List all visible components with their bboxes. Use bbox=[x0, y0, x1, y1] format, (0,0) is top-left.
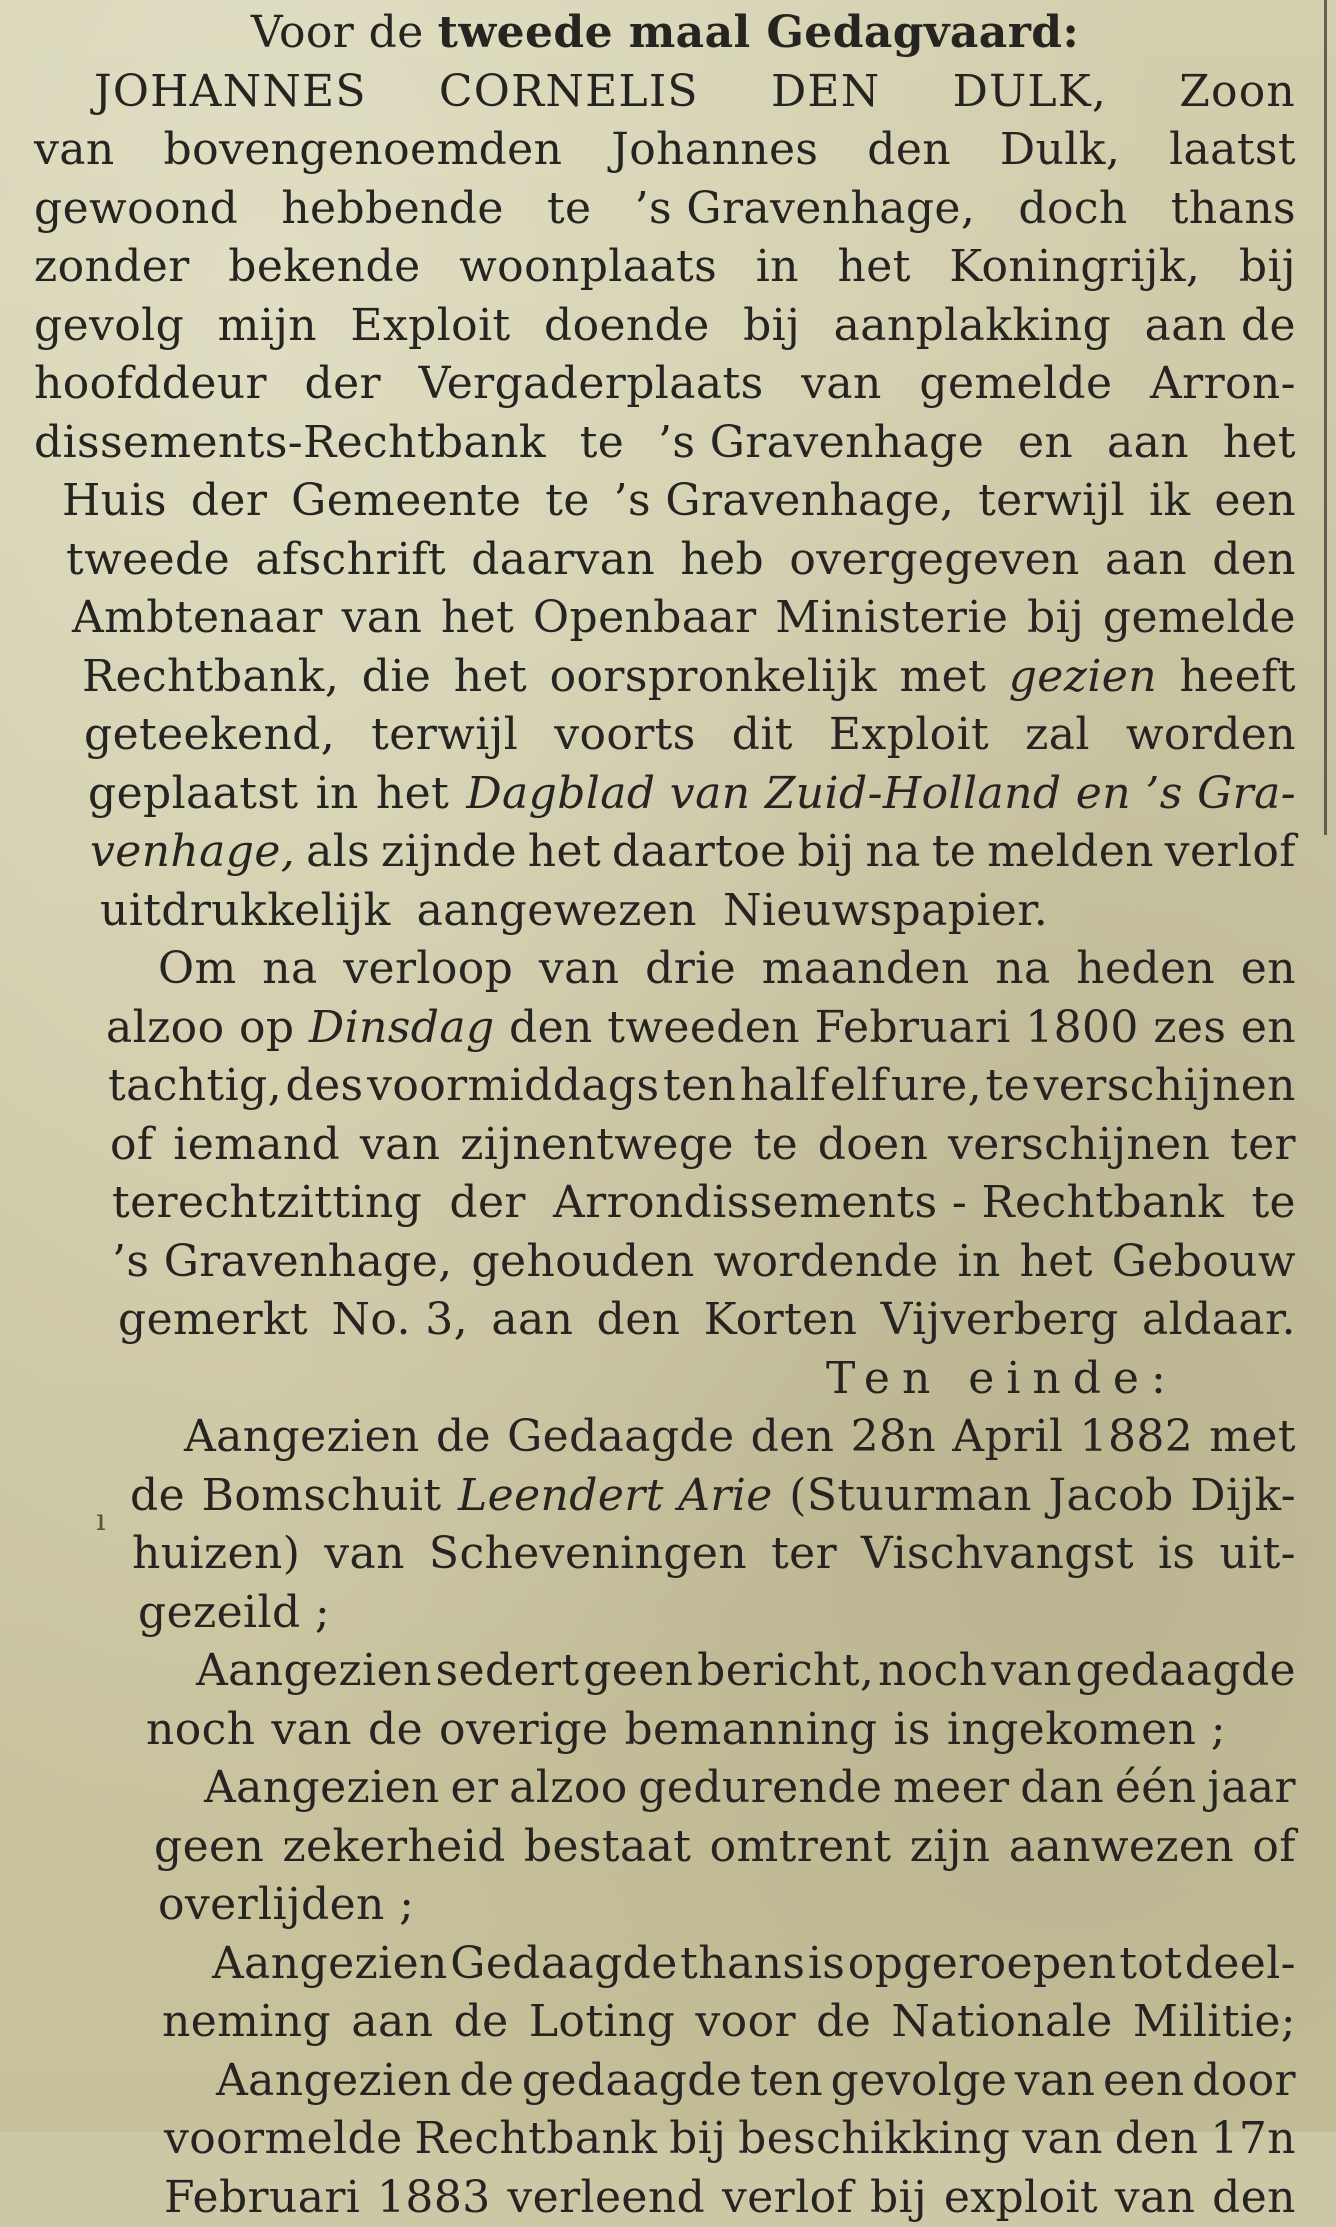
word: in bbox=[316, 765, 359, 824]
word: bij bbox=[1239, 238, 1296, 297]
word: aan bbox=[1105, 531, 1187, 590]
word: den bbox=[1212, 531, 1296, 590]
word: huizen) bbox=[132, 1525, 300, 1584]
word: Arron- bbox=[1150, 355, 1296, 414]
text-line bbox=[34, 1467, 1296, 1526]
word: van bbox=[271, 1701, 352, 1760]
word: Loting bbox=[529, 1993, 675, 2052]
word: hebbende bbox=[281, 180, 504, 239]
word: deel- bbox=[1185, 1935, 1296, 1994]
word: iemand bbox=[173, 1116, 340, 1175]
text-line bbox=[34, 355, 1296, 414]
word: met bbox=[900, 648, 987, 707]
word: terwijl bbox=[978, 472, 1125, 531]
italic-word: venhage, bbox=[90, 823, 295, 882]
word: laatst bbox=[1169, 121, 1296, 180]
word: verschijnen bbox=[948, 1116, 1210, 1175]
word: ter bbox=[771, 1525, 837, 1584]
text-line bbox=[34, 1876, 1296, 1935]
word: na bbox=[262, 940, 317, 999]
text-line bbox=[34, 63, 1296, 122]
word: ik bbox=[1149, 472, 1191, 531]
word: alzoo bbox=[509, 1759, 627, 1818]
text-line bbox=[34, 589, 1296, 648]
word: een bbox=[1103, 2052, 1185, 2111]
word: heden bbox=[1076, 940, 1215, 999]
word: van bbox=[342, 589, 423, 648]
word: Bomschuit bbox=[202, 1467, 442, 1526]
word: oorspronkelijk bbox=[550, 648, 877, 707]
word: daarvan bbox=[471, 531, 655, 590]
text-line bbox=[34, 121, 1296, 180]
word: Ambtenaar bbox=[72, 589, 323, 648]
word: Militie; bbox=[1133, 1993, 1296, 2052]
word: de bbox=[368, 1701, 423, 1760]
word: sedert bbox=[436, 1642, 580, 1701]
word: Aangezien bbox=[184, 1408, 420, 1467]
word: jaar bbox=[1207, 1759, 1296, 1818]
word: Vijverberg bbox=[881, 1291, 1119, 1350]
word: Dijk- bbox=[1190, 1467, 1296, 1526]
word: Exploit bbox=[829, 706, 989, 765]
word: te bbox=[547, 180, 592, 239]
word: verschijnen bbox=[1034, 1057, 1296, 1116]
word: gedaagde bbox=[522, 2052, 742, 2111]
word: bovengenoemden bbox=[164, 121, 563, 180]
word: in bbox=[957, 1233, 1000, 1292]
word: hoofddeur bbox=[34, 355, 267, 414]
word: No. 3, bbox=[331, 1291, 468, 1350]
word: de bbox=[130, 1467, 185, 1526]
word: bericht, bbox=[697, 1642, 874, 1701]
word: ingekomen ; bbox=[947, 1701, 1226, 1760]
word: gedaagde bbox=[1076, 1642, 1296, 1701]
word: noch bbox=[878, 1642, 987, 1701]
word: ’s Gravenhage bbox=[658, 414, 984, 473]
word: verlof bbox=[722, 2169, 853, 2227]
word: thans bbox=[680, 1935, 805, 1994]
word: bij bbox=[870, 2169, 927, 2227]
word: Scheveningen bbox=[429, 1525, 747, 1584]
word: het bbox=[838, 238, 911, 297]
word: van bbox=[360, 1116, 441, 1175]
word: voormiddags bbox=[367, 1057, 659, 1116]
word: is bbox=[808, 1935, 845, 1994]
word: der bbox=[305, 355, 381, 414]
word: gemerkt bbox=[118, 1291, 308, 1350]
word: April bbox=[952, 1408, 1063, 1467]
text-line bbox=[34, 1935, 1296, 1994]
word: Aangezien bbox=[204, 1759, 440, 1818]
word: en bbox=[1241, 999, 1296, 1058]
word: ’s Gravenhage, bbox=[112, 1233, 453, 1292]
word: heeft bbox=[1180, 648, 1296, 707]
word: Gemeente bbox=[291, 472, 521, 531]
word: elf bbox=[830, 1057, 888, 1116]
word: bekende bbox=[228, 238, 420, 297]
margin-mark: ı bbox=[96, 1503, 106, 1538]
word: bij bbox=[743, 297, 800, 356]
word: door bbox=[1192, 2052, 1296, 2111]
word: gevolge bbox=[831, 2052, 1008, 2111]
word: Johannes bbox=[611, 121, 818, 180]
word: alzoo bbox=[106, 999, 224, 1058]
word: der bbox=[449, 1174, 525, 1233]
word: ure, bbox=[891, 1057, 982, 1116]
word: Aangezien bbox=[212, 1935, 448, 1994]
word: terechtzitting bbox=[112, 1174, 422, 1233]
word: Rechtbank bbox=[414, 2110, 657, 2169]
word: en bbox=[1241, 940, 1296, 999]
word: Korten bbox=[704, 1291, 858, 1350]
word: zijnentwege bbox=[460, 1116, 734, 1175]
word: 28n bbox=[851, 1408, 937, 1467]
word: of bbox=[1252, 1818, 1296, 1877]
word: tweeden bbox=[607, 999, 800, 1058]
word: ’s Gravenhage, bbox=[635, 180, 976, 239]
italic-word: gezien bbox=[1009, 648, 1157, 707]
word: aan bbox=[351, 1993, 433, 2052]
text-line bbox=[34, 823, 1296, 882]
word: het bbox=[441, 589, 514, 648]
text-line bbox=[34, 882, 1296, 941]
word: het bbox=[1223, 414, 1296, 473]
word: opgeroepen bbox=[848, 1935, 1117, 1994]
word: geteekend, bbox=[84, 706, 335, 765]
word: Jacob bbox=[1048, 1467, 1173, 1526]
word: gevolg bbox=[34, 297, 184, 356]
word: als bbox=[306, 823, 370, 882]
text-line bbox=[34, 1057, 1296, 1116]
text-line bbox=[34, 940, 1296, 999]
text-line bbox=[34, 1584, 1296, 1643]
word: aanwezen bbox=[1009, 1818, 1234, 1877]
text-line bbox=[34, 531, 1296, 590]
word: aan bbox=[491, 1291, 573, 1350]
word: verloop bbox=[343, 940, 513, 999]
word: Gedaagde bbox=[450, 1935, 677, 1994]
text-line bbox=[34, 765, 1296, 824]
word: van bbox=[1015, 2052, 1096, 2111]
word: geen bbox=[154, 1818, 264, 1877]
word: neming bbox=[162, 1993, 331, 2052]
word: maanden bbox=[762, 940, 970, 999]
word: voorts bbox=[554, 706, 696, 765]
text-line bbox=[34, 1174, 1296, 1233]
word: één bbox=[1115, 1759, 1197, 1818]
word: Februari bbox=[815, 999, 1011, 1058]
heading-bold: tweede maal Gedagvaard: bbox=[438, 4, 1079, 63]
word: Openbaar bbox=[533, 589, 756, 648]
word: 17n bbox=[1210, 2110, 1296, 2169]
word: Om bbox=[158, 940, 237, 999]
word: geen bbox=[583, 1642, 693, 1701]
word: is bbox=[1158, 1525, 1195, 1584]
word: van bbox=[324, 1525, 405, 1584]
word: doch bbox=[1018, 180, 1127, 239]
word: doen bbox=[818, 1116, 929, 1175]
word: der bbox=[191, 472, 267, 531]
word: zijnde bbox=[381, 823, 517, 882]
word: melden bbox=[987, 823, 1154, 882]
word: uitdrukkelijk bbox=[100, 882, 391, 941]
text-line bbox=[34, 2110, 1296, 2169]
word: van bbox=[1022, 2110, 1103, 2169]
word: een bbox=[1214, 472, 1296, 531]
text-line bbox=[34, 238, 1296, 297]
word: te bbox=[1251, 1174, 1296, 1233]
word: half bbox=[740, 1057, 827, 1116]
word: gewoond bbox=[34, 180, 238, 239]
ten-einde-heading: Ten einde: bbox=[826, 1350, 1178, 1409]
text-line bbox=[34, 648, 1296, 707]
word: noch bbox=[146, 1701, 255, 1760]
word: Zoon bbox=[1179, 63, 1296, 122]
word: of bbox=[110, 1116, 154, 1175]
word: Vischvangst bbox=[861, 1525, 1134, 1584]
word: terwijl bbox=[371, 706, 518, 765]
word: den bbox=[509, 999, 593, 1058]
word: het bbox=[528, 823, 601, 882]
word: DEN bbox=[771, 63, 881, 122]
text-line bbox=[34, 1701, 1296, 1760]
word: meer bbox=[893, 1759, 1009, 1818]
word: aldaar. bbox=[1142, 1291, 1296, 1350]
text-line bbox=[34, 2169, 1296, 2227]
word: bestaat bbox=[524, 1818, 691, 1877]
summons-heading bbox=[34, 4, 1296, 63]
word: te bbox=[754, 1116, 799, 1175]
word: Rechtbank, bbox=[82, 648, 339, 707]
word: Nationale bbox=[891, 1993, 1112, 2052]
word: gemelde bbox=[919, 355, 1112, 414]
word: overgegeven bbox=[789, 531, 1079, 590]
word: exploit bbox=[944, 2169, 1098, 2227]
word: na bbox=[995, 940, 1050, 999]
word: den bbox=[1115, 2110, 1199, 2169]
word: daartoe bbox=[612, 823, 787, 882]
word: de bbox=[454, 1993, 509, 2052]
word: te bbox=[545, 472, 590, 531]
word: aan de bbox=[1145, 297, 1296, 356]
word: des bbox=[286, 1057, 364, 1116]
word: wordende bbox=[713, 1233, 938, 1292]
word: overige bbox=[439, 1701, 609, 1760]
word: ten bbox=[750, 2052, 823, 2111]
word: 1883 bbox=[377, 2169, 491, 2227]
word: mijn bbox=[218, 297, 317, 356]
word: gedurende bbox=[638, 1759, 882, 1818]
word: gemelde bbox=[1103, 589, 1296, 648]
italic-word: Dinsdag bbox=[309, 999, 495, 1058]
word: gehouden bbox=[471, 1233, 694, 1292]
word: dan bbox=[1020, 1759, 1104, 1818]
word: het bbox=[1020, 1233, 1093, 1292]
word: Nieuwspapier. bbox=[723, 882, 1048, 941]
text-line bbox=[34, 180, 1296, 239]
word: en bbox=[1018, 414, 1073, 473]
word: Ministerie bbox=[775, 589, 1008, 648]
word: zes bbox=[1153, 999, 1226, 1058]
word: geplaatst bbox=[88, 765, 298, 824]
word: aangewezen bbox=[417, 882, 697, 941]
newspaper-name-italic: Dagblad van Zuid-Holland en ’s Gra- bbox=[466, 765, 1296, 824]
heading-prefix: Voor de bbox=[251, 4, 424, 63]
word: het bbox=[454, 648, 527, 707]
word: de bbox=[436, 1408, 491, 1467]
word: tachtig, bbox=[108, 1057, 282, 1116]
word: Gedaagde bbox=[507, 1408, 734, 1467]
word: doende bbox=[544, 297, 710, 356]
word: den bbox=[751, 1408, 835, 1467]
word: van bbox=[539, 940, 620, 999]
ship-name-italic: Leendert Arie bbox=[458, 1467, 773, 1526]
word: van bbox=[34, 121, 115, 180]
word: in bbox=[756, 238, 799, 297]
word: van bbox=[1115, 2169, 1196, 2227]
word: van bbox=[801, 355, 882, 414]
word: den bbox=[1212, 2169, 1296, 2227]
word: de bbox=[459, 2052, 514, 2111]
word: verlof bbox=[1165, 823, 1296, 882]
word: Februari bbox=[164, 2169, 360, 2227]
word: (Stuurman bbox=[789, 1467, 1032, 1526]
word: zijn bbox=[910, 1818, 991, 1877]
text-line bbox=[34, 297, 1296, 356]
word: Koningrijk, bbox=[949, 238, 1200, 297]
text-line bbox=[34, 1291, 1296, 1350]
word: is bbox=[893, 1701, 930, 1760]
word: verleend bbox=[507, 2169, 705, 2227]
word: uit- bbox=[1219, 1525, 1296, 1584]
word: van bbox=[991, 1642, 1072, 1701]
word: voormelde bbox=[164, 2110, 403, 2169]
word: te bbox=[580, 414, 625, 473]
word: aan bbox=[1107, 414, 1189, 473]
word: ’s Gravenhage, bbox=[614, 472, 955, 531]
word: er bbox=[451, 1759, 499, 1818]
text-column bbox=[34, 4, 1296, 2227]
text-line bbox=[34, 1525, 1296, 1584]
word: dissements-Rechtbank bbox=[34, 414, 546, 473]
word: tweede bbox=[66, 531, 230, 590]
word: afschrift bbox=[255, 531, 446, 590]
word: Aangezien bbox=[216, 2052, 452, 2111]
word: bemanning bbox=[624, 1701, 877, 1760]
text-line bbox=[34, 1233, 1296, 1292]
word: de bbox=[816, 1993, 871, 2052]
word: die bbox=[362, 648, 431, 707]
word: omtrent bbox=[710, 1818, 892, 1877]
text-line bbox=[34, 1116, 1296, 1175]
word: ten bbox=[663, 1057, 736, 1116]
word: tot bbox=[1119, 1935, 1182, 1994]
word: voor bbox=[695, 1993, 795, 2052]
text-line bbox=[34, 472, 1296, 531]
word: DULK, bbox=[953, 63, 1107, 122]
word: heb bbox=[680, 531, 764, 590]
word: den bbox=[867, 121, 951, 180]
word: het bbox=[376, 765, 449, 824]
word: thans bbox=[1171, 180, 1296, 239]
word: drie bbox=[645, 940, 736, 999]
word: beschikking bbox=[738, 2110, 1010, 2169]
word: Vergaderplaats bbox=[419, 355, 764, 414]
word: woonplaats bbox=[459, 238, 717, 297]
word: JOHANNES bbox=[94, 63, 367, 122]
word: zekerheid bbox=[282, 1818, 505, 1877]
text-line bbox=[34, 414, 1296, 473]
text-line bbox=[34, 1818, 1296, 1877]
text-line bbox=[34, 706, 1296, 765]
word: 1800 bbox=[1025, 999, 1139, 1058]
word: Huis bbox=[62, 472, 167, 531]
section-heading bbox=[34, 1350, 1296, 1409]
word: zonder bbox=[34, 238, 190, 297]
text-line bbox=[34, 1408, 1296, 1467]
word: zal bbox=[1025, 706, 1090, 765]
text-line bbox=[34, 999, 1296, 1058]
word: bij bbox=[797, 823, 854, 882]
word: met bbox=[1209, 1408, 1296, 1467]
word: 1882 bbox=[1080, 1408, 1194, 1467]
word: aanplakking bbox=[834, 297, 1112, 356]
word: op bbox=[239, 999, 294, 1058]
word: ter bbox=[1230, 1116, 1296, 1175]
word: Exploit bbox=[350, 297, 510, 356]
word: bij bbox=[669, 2110, 726, 2169]
word: CORNELIS bbox=[439, 63, 699, 122]
word: Dulk, bbox=[1000, 121, 1120, 180]
text-line bbox=[34, 2052, 1296, 2111]
word: Arrondissements - Rechtbank bbox=[553, 1174, 1224, 1233]
text-line bbox=[34, 1759, 1296, 1818]
word: den bbox=[597, 1291, 681, 1350]
word: overlijden ; bbox=[158, 1876, 414, 1935]
column-rule bbox=[1324, 0, 1327, 835]
word: na bbox=[865, 823, 920, 882]
word: dit bbox=[732, 706, 793, 765]
word: bij bbox=[1027, 589, 1084, 648]
text-line bbox=[34, 1642, 1296, 1701]
text-line bbox=[34, 1993, 1296, 2052]
word: Gebouw bbox=[1112, 1233, 1296, 1292]
word: te bbox=[986, 1057, 1031, 1116]
word: te bbox=[932, 823, 977, 882]
word: gezeild ; bbox=[138, 1584, 330, 1643]
word: worden bbox=[1126, 706, 1296, 765]
word: Aangezien bbox=[196, 1642, 432, 1701]
